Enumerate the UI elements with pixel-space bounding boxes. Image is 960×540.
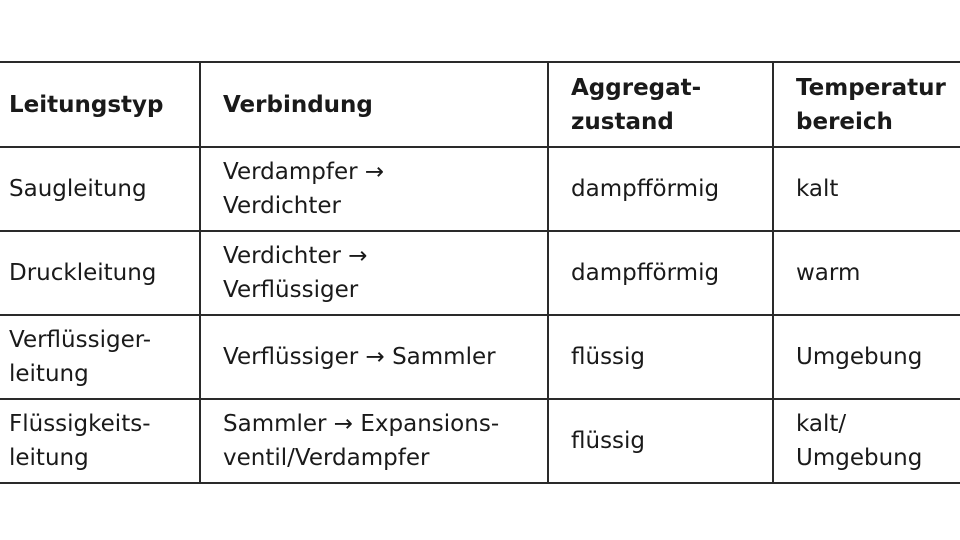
- cell-text: kalt: [796, 176, 839, 202]
- table-cell: [773, 231, 960, 315]
- table-cell: [0, 399, 200, 483]
- table-cell: [773, 315, 960, 399]
- cell-text: Druckleitung: [9, 260, 157, 286]
- header-row: [0, 62, 960, 147]
- table-cell: [0, 315, 200, 399]
- header-cell-line-type: [0, 62, 200, 147]
- header-text: Aggregat-: [571, 74, 702, 101]
- header-text: bereich: [796, 108, 893, 135]
- header-cell-connection: [200, 62, 548, 147]
- cell-text: leitung: [9, 361, 89, 387]
- table-cell: [548, 231, 773, 315]
- table-cell: [200, 399, 548, 483]
- cell-text: dampfförmig: [571, 176, 720, 202]
- cell-text: flüssig: [571, 344, 646, 370]
- header-text: zustand: [571, 108, 674, 135]
- table-row: [0, 231, 960, 315]
- table-cell: [200, 231, 548, 315]
- table-cell: [200, 147, 548, 231]
- cell-text: Verdichter: [223, 193, 341, 219]
- cell-text: dampfförmig: [571, 260, 720, 286]
- cell-text: warm: [796, 260, 861, 286]
- table-cell: [773, 399, 960, 483]
- cell-text: Verflüssiger-: [9, 327, 152, 353]
- cell-text: flüssig: [571, 428, 646, 454]
- header-text: Temperatur: [796, 74, 946, 101]
- header-text: Leitungstyp: [9, 91, 164, 118]
- table-cell: [200, 315, 548, 399]
- table-row: [0, 147, 960, 231]
- table-row: [0, 399, 960, 483]
- table-row: [0, 315, 960, 399]
- cell-text: Sammler → Expansions-: [223, 411, 500, 437]
- cell-text: ventil/Verdampfer: [223, 445, 430, 471]
- table-cell: [773, 147, 960, 231]
- cell-text: Verdichter →: [223, 243, 368, 269]
- refrigerant-lines-table: [0, 61, 960, 484]
- table-cell: [0, 147, 200, 231]
- cell-text: Flüssigkeits-: [9, 411, 151, 437]
- cell-text: kalt/: [796, 411, 847, 437]
- cell-text: Saugleitung: [9, 176, 147, 202]
- cell-text: Verdampfer →: [223, 159, 385, 185]
- table-cell: [0, 231, 200, 315]
- cell-text: Verflüssiger: [223, 277, 359, 303]
- cell-text: Umgebung: [796, 445, 923, 471]
- table-cell: [548, 147, 773, 231]
- header-cell-temperature: [773, 62, 960, 147]
- header-text: Verbindung: [223, 91, 373, 118]
- header-cell-state: [548, 62, 773, 147]
- table-cell: [548, 399, 773, 483]
- table-cell: [548, 315, 773, 399]
- cell-text: Umgebung: [796, 344, 923, 370]
- cell-text: Verflüssiger → Sammler: [223, 344, 496, 370]
- cell-text: leitung: [9, 445, 89, 471]
